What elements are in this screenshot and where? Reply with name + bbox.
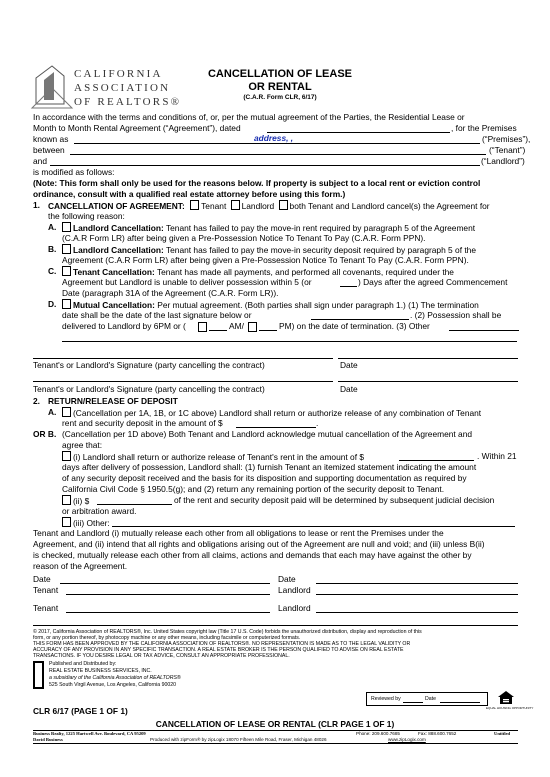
tenant-name-field[interactable] <box>70 154 486 155</box>
landlord-sign-label-2: Landlord <box>278 603 311 613</box>
item-1b-line-2: Agreement (C.A.R Form LR) after being given a Pre-Possession Notice To Tenant To Pay (C.A.R. Form PPN). <box>62 255 469 265</box>
tenant-signature-field-2[interactable] <box>66 612 270 613</box>
item-2b-ii-line-1 <box>62 495 89 506</box>
item-1a-title: Landlord Cancellation: <box>73 223 164 233</box>
item-2b-i-line-1 <box>62 451 364 462</box>
other-release-field[interactable] <box>112 526 515 527</box>
item-1d-text: Per mutual agreement. (Both parties shall sign under paragraph 1.) (1) The termination <box>157 300 479 310</box>
item-2b-ii-text-1b: of the rent and security deposit paid will be determined by subsequent judicial decision <box>174 495 495 505</box>
item-1d-checkbox[interactable] <box>62 299 71 309</box>
item-2b-label: OR B. <box>33 429 57 439</box>
form-reference: (C.A.R. Form CLR, 6/17) <box>243 94 317 101</box>
reviewed-date-field[interactable] <box>440 702 480 703</box>
item-2a-checkbox[interactable] <box>62 407 71 417</box>
item-1c-checkbox[interactable] <box>62 266 71 276</box>
page-identifier: CLR 6/17 (PAGE 1 OF 1) <box>33 706 128 716</box>
agent-name: David Business <box>33 737 63 742</box>
item-2b-ii-text-1: (ii) $ <box>73 496 90 506</box>
intro-landlord-suffix: (“Landlord”) <box>481 156 525 166</box>
item-1a-line-2: (C.A.R Form LR) after being given a Pre-Possession Notice To Tenant To Pay (C.A.R. Form PPN). <box>62 233 426 243</box>
item-1a-checkbox[interactable] <box>62 222 71 232</box>
publisher-line-3: a subsidiary of the California Association of REALTORS® <box>49 675 181 681</box>
other-field-line-1[interactable] <box>449 330 519 331</box>
logo-house-icon <box>30 60 74 110</box>
signature-line-1[interactable] <box>33 358 333 359</box>
disputed-amount-field[interactable] <box>97 504 172 505</box>
item-2b-ii-line-2: or arbitration award. <box>62 506 137 516</box>
release-line-1: Tenant and Landlord (i) mutually release each other from all obligations to lease or rent the Premises under the <box>33 528 444 538</box>
item-2a-line-1 <box>62 407 481 418</box>
item-2a-text: (Cancellation per 1A, 1B, or 1C above) Landlord shall return or authorize release of any combination of Tenant <box>73 408 482 418</box>
intro-dated-label: Month to Month Rental Agreement (“Agreement”), dated <box>33 123 241 133</box>
am-label: AM/ <box>229 321 244 331</box>
item-1d-line-2b: . (2) Possession shall be <box>410 310 502 320</box>
landlord-checkbox[interactable] <box>231 200 240 210</box>
form-title-2: OR RENTAL <box>248 81 312 93</box>
publisher-line-4: 525 South Virgil Avenue, Los Angeles, California 90020 <box>49 682 176 688</box>
item-2b-iii-line <box>62 517 110 528</box>
signature-line-2[interactable] <box>33 381 333 382</box>
bottom-bar-bottom-line <box>33 743 518 744</box>
item-2b-i-text-1b: . Within 21 <box>477 451 517 461</box>
tenant-sign-label-2: Tenant <box>33 603 59 613</box>
publisher-line-2: REAL ESTATE BUSINESS SERVICES, INC. <box>49 668 152 674</box>
item-1d-title: Mutual Cancellation: <box>73 300 155 310</box>
item-1a-line-1 <box>62 222 475 233</box>
logo-line-2: ASSOCIATION <box>74 82 171 94</box>
intro-and: and <box>33 156 47 166</box>
intro-modified: is modified as follows: <box>33 167 115 177</box>
pm-checkbox[interactable] <box>248 322 257 332</box>
intro-tenant-suffix: (“Tenant”) <box>489 145 526 155</box>
deposit-amount-field[interactable] <box>236 427 316 428</box>
landlord-signature-field-1[interactable] <box>316 594 518 595</box>
section-1-header-row <box>48 200 490 211</box>
landlord-option-label: Landlord <box>241 201 275 211</box>
ziplogix-link[interactable]: www.zipLogix.com <box>388 737 426 742</box>
copyright-line-3: THIS FORM HAS BEEN APPROVED BY THE CALIFORNIA ASSOCIATION OF REALTORS®. NO REPRESENTATION IS MADE AS TO THE LEGAL VALIDITY OR <box>33 641 411 647</box>
item-2b-i-line-2: days after delivery of possession, Landlord shall: (1) furnish Tenant an itemized statement indicating the amount <box>62 462 477 472</box>
release-line-4: reason of the Agreement. <box>33 561 128 571</box>
item-2b-i-checkbox[interactable] <box>62 451 71 461</box>
tenant-sign-label-1: Tenant <box>33 585 59 595</box>
signature-date-label-2: Date <box>340 384 358 394</box>
note-line-2: ordinance, consult with a qualified real estate attorney before using this form.) <box>33 189 346 199</box>
footer-form-title: CANCELLATION OF LEASE OR RENTAL (CLR PAGE 1 OF 1) <box>155 719 395 729</box>
reviewed-box[interactable] <box>366 692 488 706</box>
release-line-3: is checked, mutually release each other from all claims, actions and demands that each may have against the other by <box>33 550 472 560</box>
tenant-option-label: Tenant <box>201 201 227 211</box>
logo-line-3: OF REALTORS® <box>74 96 182 108</box>
intro-known-as: known as <box>33 134 69 144</box>
signature-label-2: Tenant's or Landlord's Signature (party cancelling the contract) <box>33 384 265 394</box>
broker-info: Business Realty, 1225 Hartwell Ave. Boulevard, CA 95209 <box>33 731 146 736</box>
item-1c-title: Tenant Cancellation: <box>73 267 155 277</box>
item-2b-line-2: agree that: <box>62 440 103 450</box>
termination-date-field[interactable] <box>311 319 409 320</box>
intro-line-1: In accordance with the terms and conditions of, or, per the mutual agreement of the Parties, the Residential Lease or <box>33 112 465 122</box>
footer-divider <box>33 625 518 626</box>
landlord-date-label-1: Date <box>278 574 296 584</box>
section-1-title: CANCELLATION OF AGREEMENT: <box>48 201 185 211</box>
am-checkbox[interactable] <box>198 322 207 332</box>
signature-date-line-1[interactable] <box>338 358 518 359</box>
item-1a-label: A. <box>48 222 57 232</box>
rent-amount-field[interactable] <box>399 460 474 461</box>
equal-housing-house-icon <box>497 690 515 704</box>
file-name: Untitled <box>494 731 511 736</box>
equal-housing-text: EQUAL HOUSING OPPORTUNITY <box>486 706 534 710</box>
item-1b-checkbox[interactable] <box>62 244 71 254</box>
item-2b-i-line-3: of any security deposit received and the basis for its disposition and supporting documentation as required by <box>62 473 467 483</box>
copyright-line-2: form, or any portion thereof, by photocopy machine or any other means, including facsimile or computerized formats. <box>33 635 301 641</box>
form-title-1: CANCELLATION OF LEASE <box>207 68 352 80</box>
item-2b-line-1: (Cancellation per 1D above) Both Tenant and Landlord acknowledge mutual cancellation of the Agreement and <box>62 429 473 439</box>
item-2a-line-2b: . <box>316 418 319 428</box>
logo-line-1: CALIFORNIA <box>74 68 163 80</box>
section-1-number: 1. <box>33 200 40 210</box>
publisher-logo <box>33 661 44 689</box>
item-1b-label: B. <box>48 244 57 254</box>
signature-date-label-1: Date <box>340 360 358 370</box>
copyright-line-5: TRANSACTIONS. IF YOU DESIRE LEGAL OR TAX ADVICE, CONSULT AN APPROPRIATE PROFESSIONAL. <box>33 653 290 659</box>
reviewed-date-label: Date <box>425 696 436 702</box>
item-2b-iii-checkbox[interactable] <box>62 517 71 527</box>
item-1b-text: Tenant has failed to pay the move-in security deposit required by paragraph 5 of the <box>165 245 476 255</box>
premises-address-value: address, , <box>254 133 294 143</box>
intro-premises-label: , for the Premises <box>451 123 517 133</box>
intro-premises-suffix: (“Premises”), <box>482 134 531 144</box>
item-2b-i-text-1: (i) Landlord shall return or authorize release of Tenant's rent in the amount of $ <box>73 452 365 462</box>
item-1c-line-2b: ) Days after the agreed Commencement <box>358 277 508 287</box>
item-1c-label: C. <box>48 266 57 276</box>
item-1b-line-1 <box>62 244 476 255</box>
other-field-line-2[interactable] <box>62 341 517 342</box>
item-1d-line-3b: PM) on the date of termination. (3) Other <box>279 321 430 331</box>
landlord-date-field-1[interactable] <box>316 583 518 584</box>
publisher-line-1: Published and Distributed by: <box>49 661 117 667</box>
both-checkbox[interactable] <box>279 200 288 210</box>
broker-fax: Fax: 888.600.7652 <box>418 731 457 736</box>
broker-phone: Phone: 209.600.7685 <box>356 731 400 736</box>
landlord-signature-field-2[interactable] <box>316 612 518 613</box>
tenant-date-label-1: Date <box>33 574 51 584</box>
reviewed-by-field[interactable] <box>403 702 423 703</box>
signature-label-1: Tenant's or Landlord's Signature (party cancelling the contract) <box>33 360 265 370</box>
pm-time-field[interactable] <box>259 330 277 331</box>
dated-field[interactable] <box>267 132 450 133</box>
item-1d-label: D. <box>48 299 57 309</box>
item-1d-line-2a: date shall be the date of the last signature below or <box>62 310 252 320</box>
landlord-name-field[interactable] <box>50 165 480 166</box>
publisher-logo-inner <box>35 663 42 687</box>
item-1b-title: Landlord Cancellation: <box>73 245 164 255</box>
reviewed-by-label: Reviewed by <box>371 696 401 702</box>
tenant-date-field-1[interactable] <box>60 583 270 584</box>
item-1c-line-3: Date (paragraph 31A of the Agreement (C.A.R. Form LR)). <box>62 288 279 298</box>
note-line-1: (Note: This form shall only be used for the reasons below. If property is subject to a local rent or eviction control <box>33 178 481 188</box>
item-2b-ii-checkbox[interactable] <box>62 495 71 505</box>
item-1d-line-3a: delivered to Landlord by 6PM or ( <box>62 321 186 331</box>
tenant-signature-field-1[interactable] <box>66 594 270 595</box>
item-1c-text: Tenant has made all payments, and performed all covenants, required under the <box>156 267 454 277</box>
copyright-line-4: ACCURACY OF ANY PROVISION IN ANY SPECIFIC TRANSACTION. A REAL ESTATE BROKER IS THE PERSON QUALIFIED TO ADVISE ON REAL ESTATE <box>33 647 404 653</box>
release-line-2: Agreement, and (ii) intend that all rights and obligations arising out of the Agreement are null and void; and (iii) unless B(ii) <box>33 539 485 549</box>
item-2a-line-2a: rent and security deposit in the amount of $ <box>62 418 223 428</box>
item-1d-line-1 <box>62 299 479 310</box>
both-option-label: both Tenant and Landlord cancel(s) the Agreement for <box>289 201 490 211</box>
landlord-sign-label-1: Landlord <box>278 585 311 595</box>
intro-between: between <box>33 145 65 155</box>
item-1a-text: Tenant has failed to pay the move-in rent required by paragraph 5 of the Agreement <box>165 223 476 233</box>
item-2a-label: A. <box>48 407 57 417</box>
signature-date-line-2[interactable] <box>338 381 518 382</box>
tenant-checkbox[interactable] <box>190 200 199 210</box>
days-field[interactable] <box>340 286 357 287</box>
item-1c-line-1 <box>62 266 454 277</box>
am-time-field[interactable] <box>209 330 227 331</box>
copyright-line-1: © 2017, California Association of REALTORS®, Inc. United States copyright law (Title 17 U.S. Code) forbids the unauthorized distribution, display and reproduction of this <box>33 629 422 635</box>
item-2b-iii-text: (iii) Other: <box>73 518 110 528</box>
item-2b-i-line-4: California Civil Code § 1950.5(g); and (2) return any remaining portion of the security deposit to Tenant. <box>62 484 445 494</box>
zipform-credit: Produced with zipForm® by zipLogix 18070 Fifteen Mile Road, Fraser, Michigan 48026 <box>150 737 327 742</box>
item-1c-line-2a: Agreement but Landlord is unable to deliver possession within 5 (or <box>62 277 312 287</box>
section-2-number: 2. <box>33 396 40 406</box>
section-2-title: RETURN/RELEASE OF DEPOSIT <box>48 396 178 406</box>
section-1-reason-line: the following reason: <box>48 211 125 221</box>
car-logo <box>30 60 180 112</box>
